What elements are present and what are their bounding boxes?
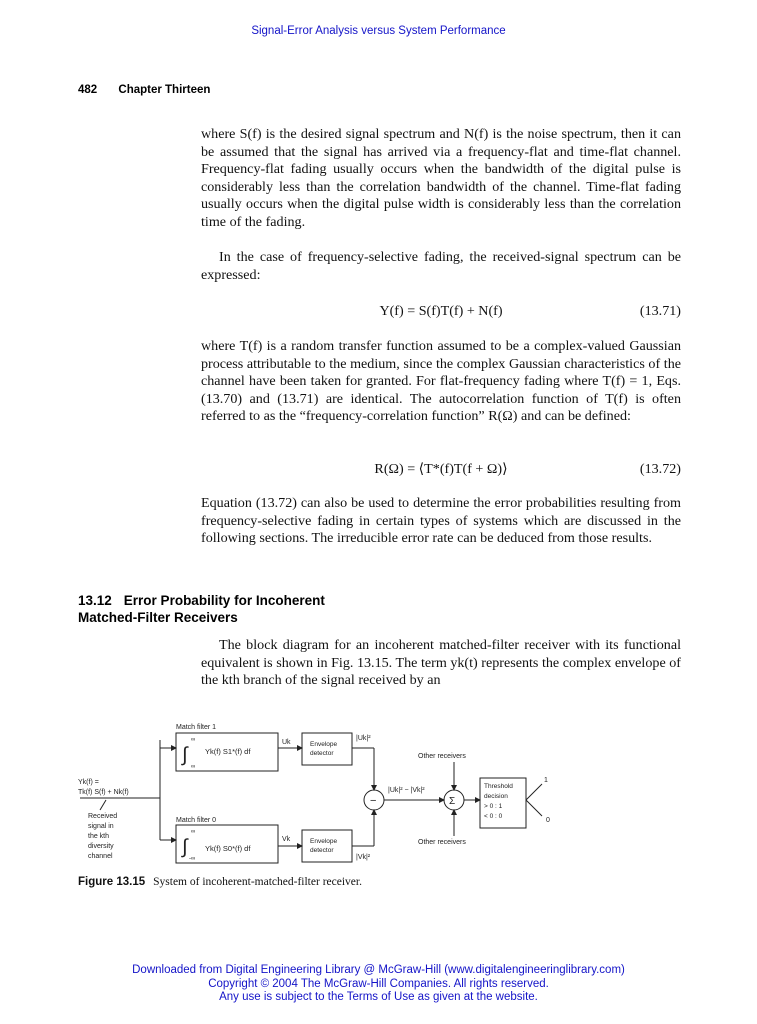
threshold-line2: decision: [484, 793, 508, 800]
envelope-detector-1-box: [302, 733, 352, 765]
equation-expression: R(Ω) = ⟨T*(f)T(f + Ω)⟩: [374, 461, 508, 477]
envelope-detector-0-box: [302, 830, 352, 862]
paragraph-3: where T(f) is a random transfer function assumed to be a complex-valued Gaussian process attributable to the medium, since the complex Gaussian characteristics of the channel have been taken for granted. For flat-frequency fading where T(f) = 1, Eqs. (13.70) and (13.71) are identical. The autocorrelation function of T(f) is often referred to as the “frequency-correlation function” R(Ω) and can be defined:: [201, 338, 681, 425]
section-number: 13.12: [78, 593, 112, 608]
envelope-detector-0-line1: Envelope: [310, 838, 338, 845]
received-label-line2: signal in: [88, 823, 114, 830]
paragraph-2: In the case of frequency-selective fading, the received-signal spectrum can be expressed:: [201, 249, 681, 283]
paragraph-1: where S(f) is the desired signal spectrum and N(f) is the noise spectrum, then it can be assumed that the signal has arrived via a frequency-flat and time-flat channel. Frequency-flat fading usually occurs when the bandwidth of the digital pulse is considerably less than the correlation bandwidth of the channel. Time-flat fading usually occurs when the digital pulse width is considerably less than the correlation time of the fading.: [201, 126, 681, 230]
uk-label: Uk: [282, 739, 291, 746]
vk-squared-label: |Vk|²: [356, 854, 371, 861]
chapter-label: Chapter Thirteen: [118, 84, 211, 96]
input-label-line1: Yk(f) =: [78, 779, 99, 786]
input-label-line2: Tk(f) S(f) + Nk(f): [78, 789, 129, 796]
minus-symbol: −: [370, 795, 377, 807]
received-label-line3: the kth: [88, 833, 110, 840]
output-0-label: 0: [546, 817, 550, 824]
integral-0-expression: Yk(f) S0*(f) df: [205, 844, 251, 853]
equation-expression: Y(f) = S(f)T(f) + N(f): [379, 303, 503, 319]
difference-label: |Uk|² − |Vk|²: [388, 787, 425, 794]
other-receivers-top: Other receivers: [418, 753, 466, 760]
output-1-label: 1: [544, 777, 548, 784]
integral-lower-1: ∞: [191, 764, 196, 770]
equation-number: (13.71): [639, 303, 681, 319]
figure-caption: [78, 876, 362, 888]
integral-1-expression: Yk(f) S1*(f) df: [205, 747, 251, 756]
section-heading: [78, 592, 325, 626]
match-filter-0-label: Match filter 0: [176, 817, 217, 824]
paragraph-4: Equation (13.72) can also be used to determine the error probabilities resulting from frequency-selective fading in certain types of systems which are discussed in the following sections. The irreducible error rate can be deduced from those results.: [201, 495, 681, 547]
footer-line3[interactable]: Any use is subject to the Terms of Use as given at the website.: [219, 991, 538, 1003]
footer: [0, 964, 757, 1005]
threshold-line1: Threshold: [484, 783, 513, 790]
section-title-line2: Matched-Filter Receivers: [78, 610, 238, 625]
vk-label: Vk: [282, 836, 291, 843]
running-title: Signal-Error Analysis versus System Performance: [251, 25, 506, 37]
figure-label: Figure 13.15: [78, 876, 146, 888]
block-diagram: [70, 718, 560, 878]
integral-sign-1: ∫: [182, 744, 188, 766]
figure-caption-text: System of incoherent-matched-filter receiver.: [153, 876, 362, 888]
page-number: 482: [78, 84, 98, 96]
sigma-symbol: Σ: [449, 796, 456, 807]
section-title-line1: Error Probability for Incoherent: [123, 593, 325, 608]
received-label-line5: channel: [88, 853, 113, 860]
match-filter-1-label: Match filter 1: [176, 724, 217, 731]
integral-lower-0: -∞: [189, 856, 196, 862]
threshold-line4: < 0 : 0: [484, 813, 503, 820]
uk-squared-label: |Uk|²: [356, 735, 371, 742]
envelope-detector-1-line1: Envelope: [310, 741, 338, 748]
paragraph-5: The block diagram for an incoherent matched-filter receiver with its functional equivalent is shown in Fig. 13.15. The term yk(t) represents the complex envelope of the kth branch of the signal received by an: [201, 637, 681, 689]
page-header: [78, 84, 228, 96]
threshold-line3: > 0 : 1: [484, 803, 503, 810]
received-label-line4: diversity: [88, 843, 114, 850]
other-receivers-bottom: Other receivers: [418, 839, 466, 846]
integral-upper-1: ∞: [191, 737, 196, 743]
envelope-detector-0-line2: detector: [310, 847, 334, 854]
footer-line2: Copyright © 2004 The McGraw-Hill Companies. All rights reserved.: [208, 977, 549, 990]
equation-number: (13.72): [639, 461, 681, 477]
integral-upper-0: ∞: [191, 829, 196, 835]
integral-sign-0: ∫: [182, 836, 188, 858]
envelope-detector-1-line2: detector: [310, 750, 334, 757]
received-label-line1: Received: [88, 813, 118, 820]
footer-line1[interactable]: Downloaded from Digital Engineering Library @ McGraw-Hill (www.digitalengineeringlibrary.com): [132, 964, 625, 976]
